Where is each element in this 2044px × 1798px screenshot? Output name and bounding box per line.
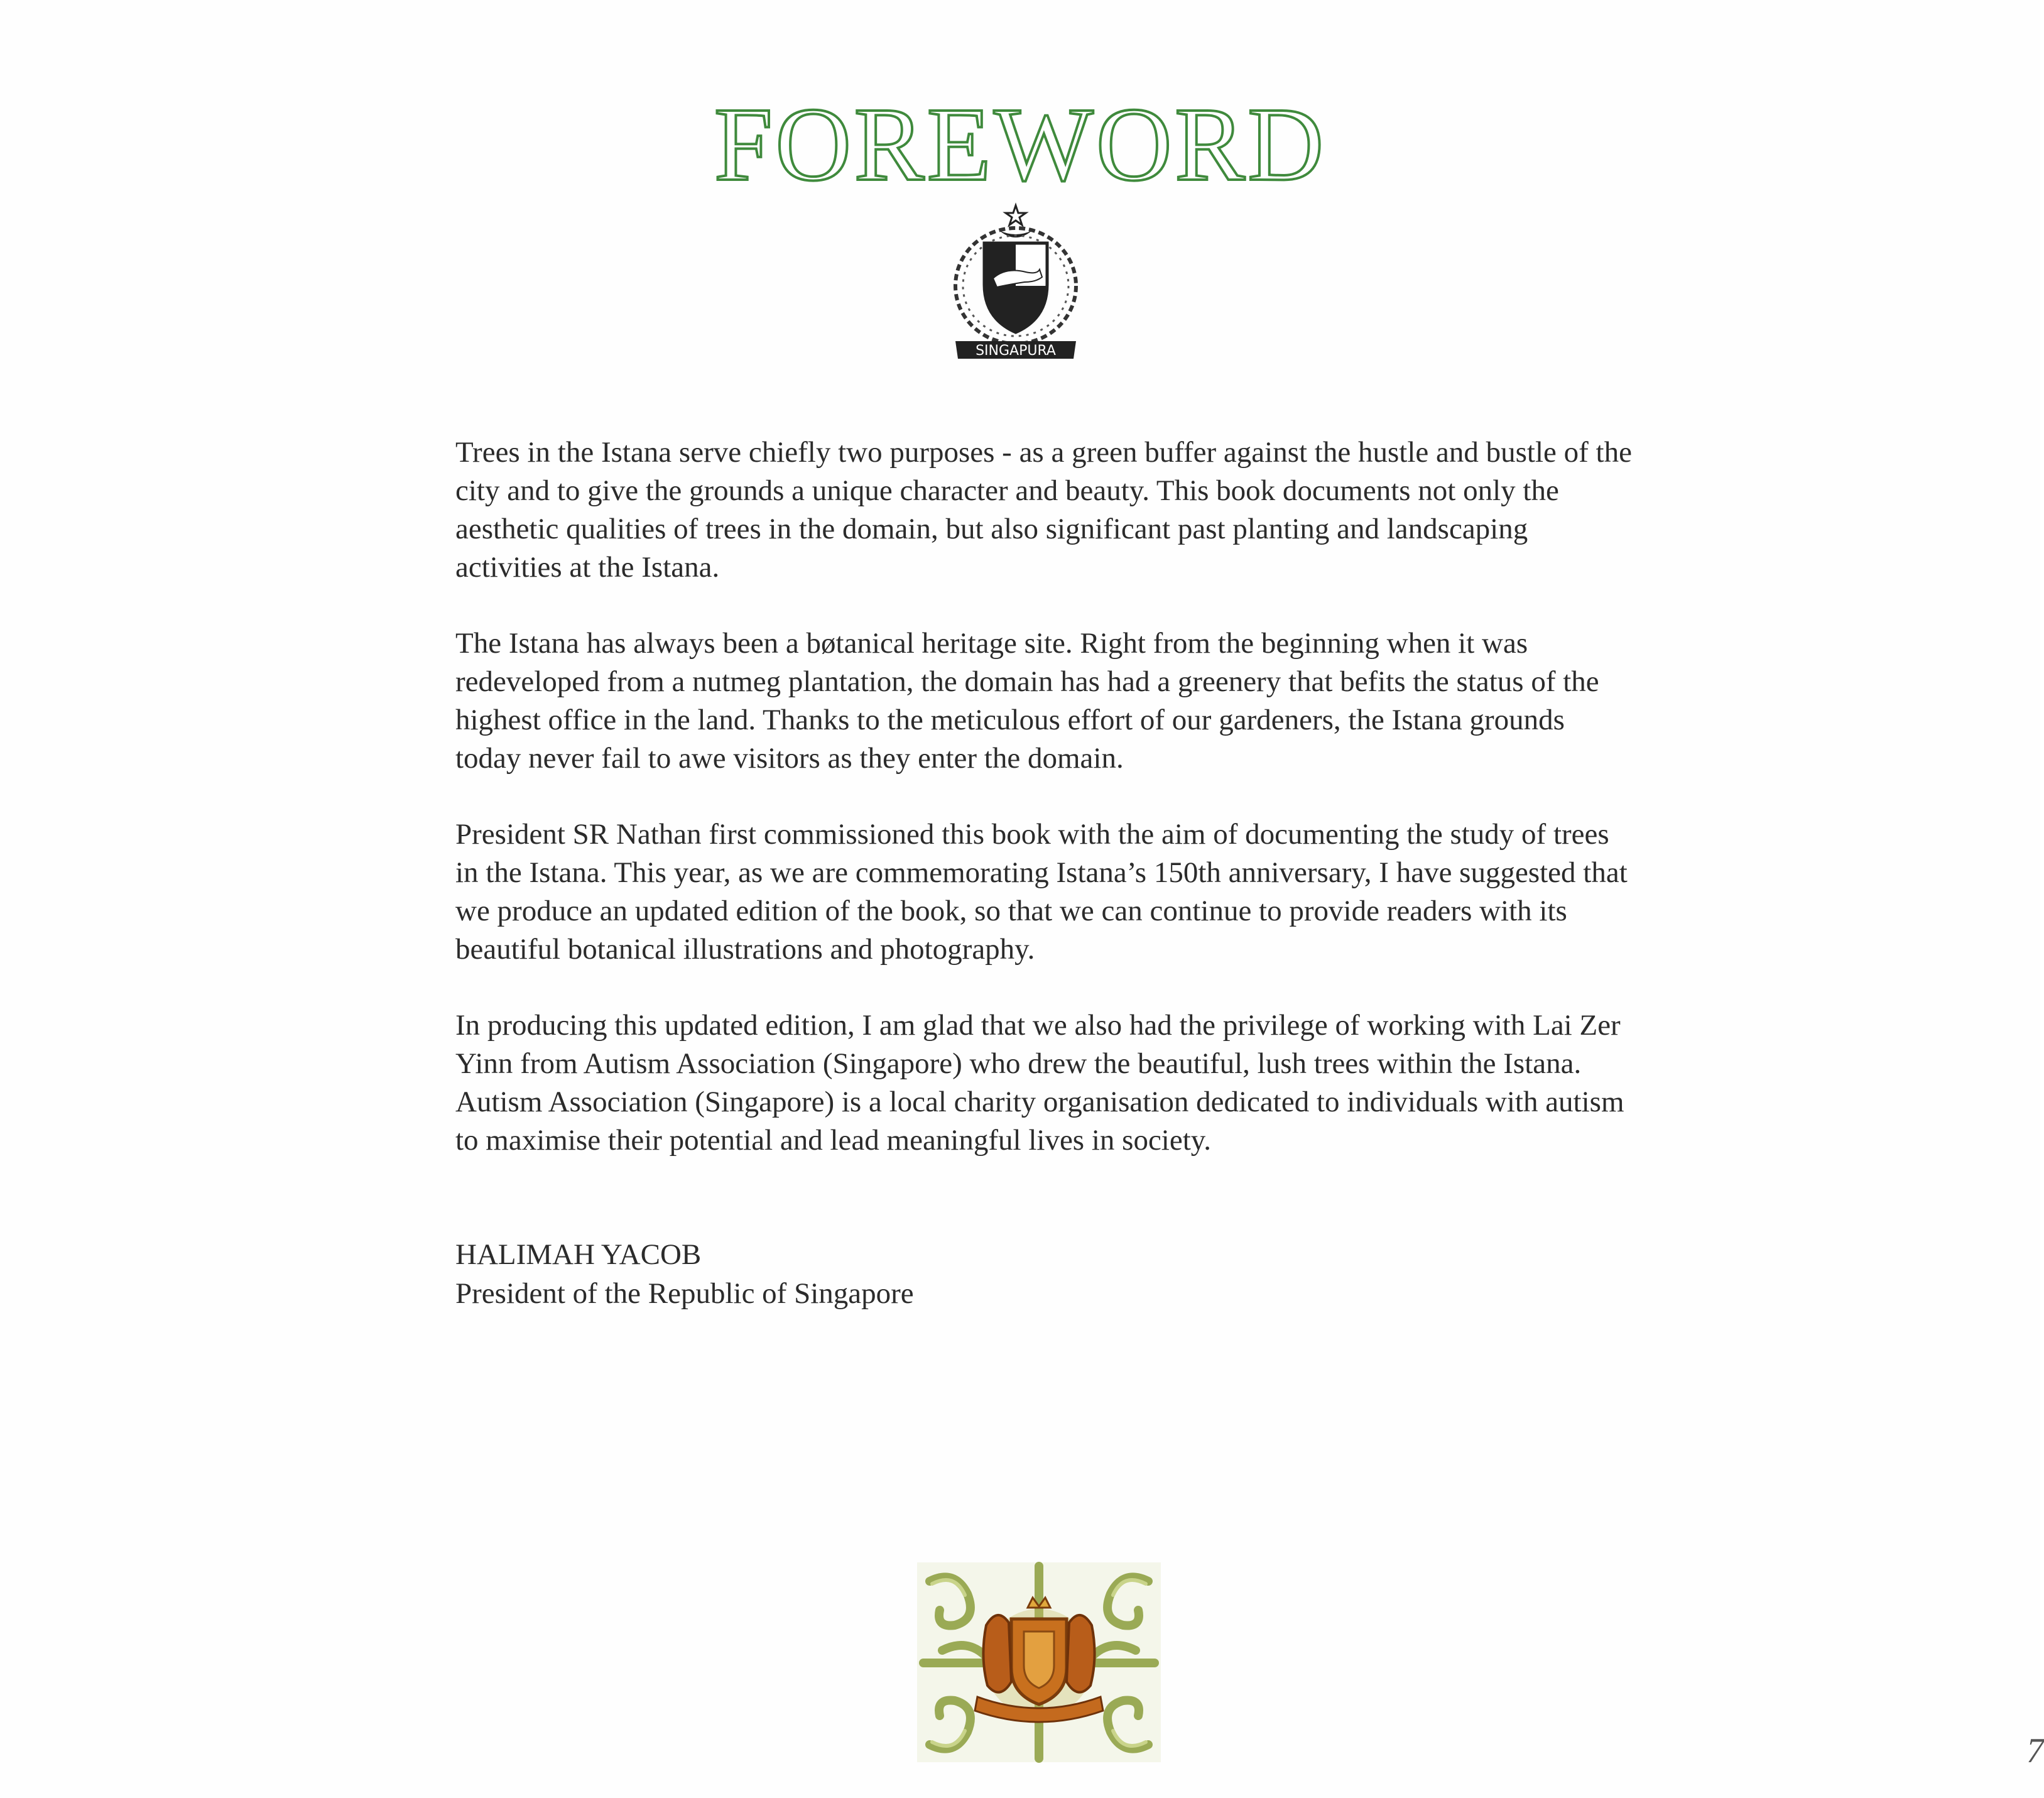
paragraph-2: The Istana has always been a bøtanical heritage site. Right from the beginning when it was redeveloped from a nutmeg plantation, the domain has had a greenery that befits the status of the highest office in the land. Thanks to the meticulous effort of our gardeners, the Istana grounds today never fail to awe visitors as they enter the domain.: [455, 627, 1599, 775]
crest-banner-text: SINGAPURA: [976, 343, 1056, 359]
paragraph-4: In producing this updated edition, I am glad that we also had the privilege of working with Lai Zer Yinn from Autism Association (Singapore) who drew the beautiful, lush trees within the Istana. Autism Association (Singapore) is a local charity organisation dedicated to individuals with autism to maximise their potential and lead meaningful lives in society.: [455, 1009, 1624, 1157]
paragraph-1: Trees in the Istana serve chiefly two purposes - as a green buffer against the hustle and bustle of the city and to give the grounds a unique character and beauty. This book documents not only the aesthetic qualities of trees in the domain, but also significant past planting and landscaping activities at the Istana.: [455, 436, 1632, 584]
page-number: 7: [2026, 1731, 2044, 1770]
istana-gate-crest-icon: [917, 1562, 1161, 1762]
foreword-body: [455, 433, 1636, 1197]
signatory-title: President of the Republic of Singapore: [455, 1277, 914, 1310]
singapura-crest-icon: [948, 204, 1084, 364]
paragraph-3: President SR Nathan first commissioned this book with the aim of documenting the study of trees in the Istana. This year, as we are commemorating Istana’s 150th anniversary, I have suggested that we produce an updated edition of the book, so that we can continue to provide readers with its beautiful botanical illustrations and photography.: [455, 818, 1628, 966]
page-title: FOREWORD: [714, 86, 1327, 203]
signatory-name: HALIMAH YACOB: [455, 1238, 702, 1271]
signature-block: [455, 1235, 914, 1313]
